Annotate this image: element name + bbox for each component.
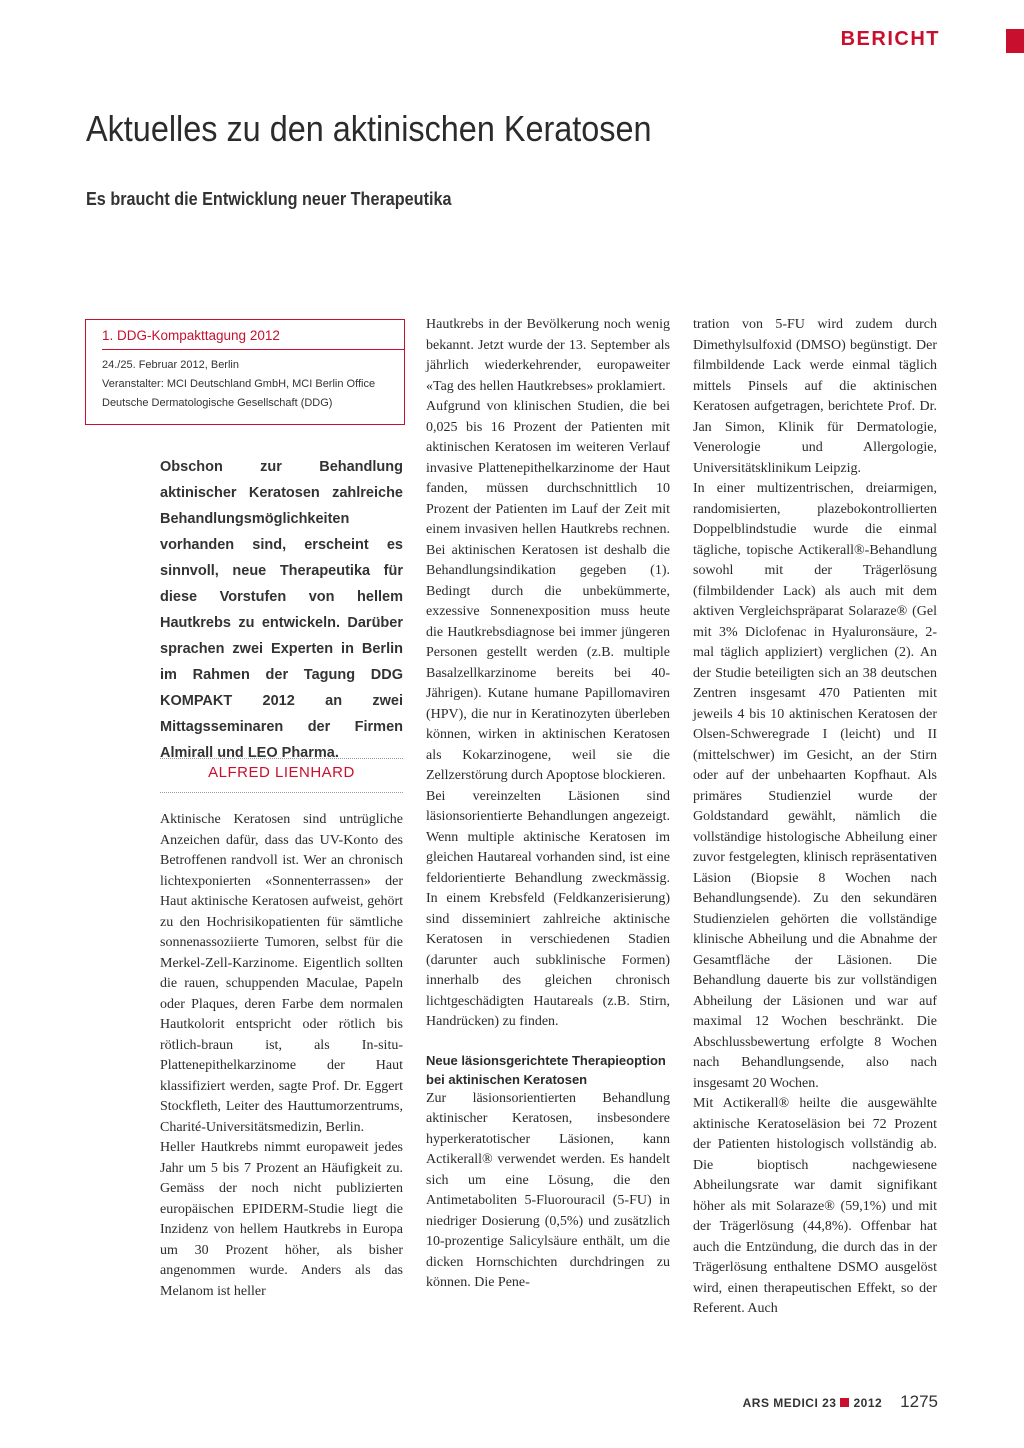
conference-title: 1. DDG-Kompakttagung 2012 (102, 328, 404, 350)
article-author: ALFRED LIENHARD (208, 764, 355, 781)
paragraph: Aktinische Keratosen sind untrügliche Anzeichen dafür, dass das UV-Konto des Betroffenen randvoll ist. Wer an chronisch lichtexponierten «Sonnenterrassen» der Haut aktinische Keratosen aufweist, gehört zu den Hochrisikopatienten für sämtliche sonnenassoziierte Tumoren, selbst für die Merkel-Zell-Karzinome. Eigentlich sollten die rauen, schuppenden Maculae, Papeln oder Plaques, deren Farbe dem normalen Hautkolorit entspricht oder rötlich bis rötlich-braun ist, als In-situ-Plattenepithelkarzinome der Haut klassifiziert werden, sagte Prof. Dr. Eggert Stockfleth, Leiter des Hauttumorzentrums, Charité-Universitätsmedizin, Berlin. (160, 812, 403, 1135)
section-marker (1006, 29, 1024, 53)
article-subtitle: Es braucht die Entwicklung neuer Therapeutika (86, 189, 452, 209)
page-number: 1275 (900, 1392, 938, 1411)
conference-society: Deutsche Dermatologische Gesellschaft (DDG) (102, 397, 333, 409)
journal-name: ARS MEDICI 23 (742, 1396, 837, 1410)
paragraph: Heller Hautkrebs nimmt europaweit jedes Jahr um 5 bis 7 Prozent an Häufigkeit zu. Gemäss der noch nicht publizierten europäischen EPIDERM-Studie liegt die Inzidenz von hellem Hautkrebs in Europa um 30 Prozent höher, als bisher angenommen wurde. Anders als das Melanom ist heller (160, 1140, 403, 1299)
text-column-1 (160, 810, 403, 1302)
paragraph: Hautkrebs in der Bevölkerung noch wenig bekannt. Jetzt wurde der 13. September als jährlich wiederkehrender, europaweiter «Tag des hellen Hautkrebses» proklamiert. (426, 317, 670, 394)
author-divider-bottom (160, 792, 403, 793)
paragraph: Mit Actikerall® heilte die ausgewählte aktinische Keratoseläsion bei 72 Prozent der Patienten histologisch vollständig ab. Die bioptisch nachgewiesene Abheilungsrate war damit signifikant höher als mit Solaraze® (59,1%) und mit der Trägerlösung (44,8%). Offenbar hat auch die Entzündung, die durch das in der Trägerlösung enthaltene DSMO ausgelöst wird, einen therapeutischen Effekt, so der Referent. Auch (693, 1096, 937, 1316)
page-footer (743, 1392, 938, 1412)
conference-organizer: Veranstalter: MCI Deutschland GmbH, MCI Berlin Office (102, 378, 376, 390)
conference-date: 24./25. Februar 2012, Berlin (102, 359, 239, 371)
paragraph: Zur läsionsorientierten Behandlung aktinischer Keratosen, insbesondere hyperkeratotischer Läsionen, kann Actikerall® verwendet werden. Es handelt sich um eine Lösung, die den Antimetaboliten 5-Fluorouracil (5-FU) in niedriger Dosierung (0,5%) und zusätzlich 10-prozentige Salicylsäure enthält, um die dicken Hornschichten durchdringen zu können. Die Pene- (426, 1090, 670, 1290)
paragraph: In einer multizentrischen, dreiarmigen, randomisierten, plazebokontrollierten Doppelblindstudie wurde die einmal tägliche, topische Actikerall®-Behandlung sowohl mit der Trägerlösung (filmbildender Lack) als auch mit dem aktiven Vergleichspräparat Solaraze® (Gel mit 3% Diclofenac in Hyaluronsäure, 2-mal täglich appliziert) verglichen (2). An der Studie beteiligten sich an 38 deutschen Zentren insgesamt 470 Patienten mit jeweils 4 bis 10 aktinischen Keratosen der Olsen-Schweregrade I (leicht) und II (mittelschwer) im Gesicht, an der Stirn oder auf der unbehaarten Kopfhaut. Als primäres Studienziel wurde der Goldstandard gewählt, nämlich die vollständige histologische Abheilung einer zuvor festgelegten, klinisch repräsentativen Läsion (Biopsie 8 Wochen nach Behandlungsende). Zu den sekundären Studienzielen gehörten die vollständige klinische Abheilung und die Abnahme der Gesamtfläche der Läsionen. Die Behandlung dauerte bis zur vollständigen Abheilung der Läsionen und war auf maximal 12 Wochen beschränkt. Die Abschlussbewertung erfolgte 8 Wochen nach Behandlungsende, also nach insgesamt 20 Wochen. (693, 481, 937, 1091)
footer-square-icon (840, 1398, 849, 1407)
journal-year: 2012 (853, 1396, 883, 1410)
text-column-3 (693, 315, 937, 1320)
conference-info-box (85, 319, 405, 425)
section-heading: Neue läsionsgerichtete Therapieoption bei aktinischen Keratosen (426, 1052, 666, 1087)
paragraph: Bei vereinzelten Läsionen sind läsionsorientierte Behandlungen angezeigt. Wenn multiple aktinische Keratosen im gleichen Hautareal vorhanden sind, ist eine feldorientierte Behandlung zweckmässig. In einem Krebsfeld (Feldkanzerisierung) sind disseminiert zahlreiche aktinische Keratosen in verschiedenen Stadien (darunter auch subklinische Formen) innerhalb des gleichen chronisch lichtgeschädigten Hautareals (z.B. Stirn, Handrücken) zu finden. (426, 788, 670, 1029)
section-label: BERICHT (840, 28, 940, 50)
author-divider-top (160, 758, 403, 759)
paragraph: tration von 5-FU wird zudem durch Dimethylsulfoxid (DMSO) begünstigt. Der filmbildende Lack werde einmal täglich mittels Pinsels auf die aktinischen Keratosen aufgetragen, berichtete Prof. Dr. Jan Simon, Klinik für Dermatologie, Venerologie und Allergologie, Universitätsklinikum Leipzig. (693, 317, 937, 476)
text-column-2 (426, 315, 670, 1294)
article-title: Aktuelles zu den aktinischen Keratosen (86, 108, 652, 149)
paragraph: Aufgrund von klinischen Studien, die bei 0,025 bis 16 Prozent der Patienten mit aktinischen Keratosen im weiteren Verlauf invasive Plattenepithelkarzinome der Haut fanden, müssen durchschnittlich 10 Prozent der Patienten im Lauf der Zeit mit einem invasiven hellen Hautkrebs rechnen. Bei aktinischen Keratosen ist deshalb die Behandlungsindikation gegeben (1). Bedingt durch die unbekümmerte, exzessive Sonnenexposition muss heute die Hautkrebsdiagnose bei immer jüngeren Personen gestellt werden (z.B. multiple Basalzellkarzinome bereits bei 40-Jährigen). Kutane humane Papillomaviren (HPV), die nur in Keratinozyten überleben können, wirken in aktinischen Keratosen als Kokarzinogene, weil sie die Zellzerstörung durch Apoptose blockieren. (426, 399, 670, 783)
article-lead: Obschon zur Behandlung aktinischer Keratosen zahlreiche Behandlungsmöglichkeiten vorhanden sind, erscheint es sinnvoll, neue Therapeutika für diese Vorstufen von hellem Hautkrebs zu entwickeln. Darüber sprachen zwei Experten in Berlin im Rahmen der Tagung DDG KOMPAKT 2012 an zwei Mittagsseminaren der Firmen Almirall und LEO Pharma. (160, 459, 403, 761)
